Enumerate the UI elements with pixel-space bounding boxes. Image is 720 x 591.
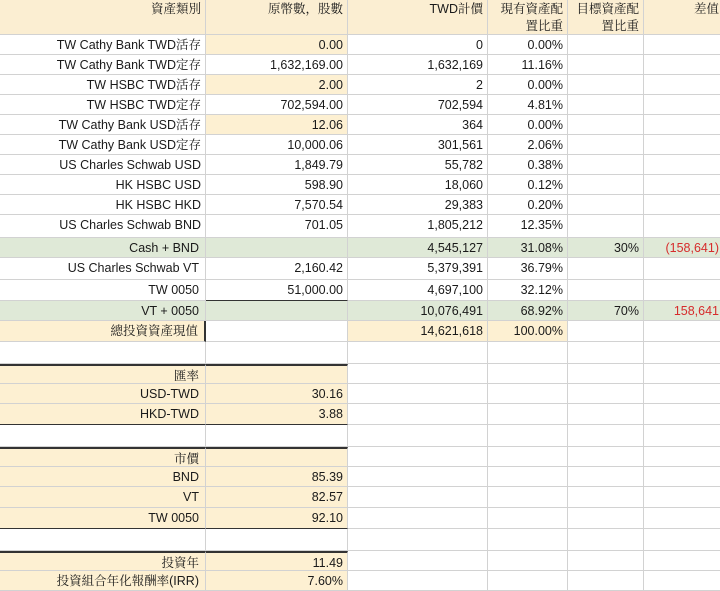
invest-years-label-cell[interactable]: 投資年	[0, 551, 206, 571]
empty-cell[interactable]	[348, 384, 488, 404]
empty-cell[interactable]	[644, 404, 720, 425]
weight-cell[interactable]: 0.20%	[488, 195, 568, 215]
table-row	[0, 115, 720, 135]
table-row	[0, 55, 720, 75]
asset-name-cell[interactable]: TW Cathy Bank TWD定存	[0, 55, 206, 75]
empty-cell[interactable]	[0, 425, 206, 447]
orig-amount-cell[interactable]: 12.06	[206, 115, 348, 135]
weight-cell[interactable]: 36.79%	[488, 258, 568, 280]
fx-value-cell[interactable]: 30.16	[206, 384, 348, 404]
asset-name-cell[interactable]: TW HSBC TWD活存	[0, 75, 206, 95]
orig-amount-cell[interactable]: 598.90	[206, 175, 348, 195]
target-cell[interactable]	[568, 175, 644, 195]
empty-cell[interactable]	[488, 551, 568, 571]
subtotal-orig-cell[interactable]	[206, 238, 348, 258]
fx-row-hkd	[0, 404, 720, 425]
empty-cell[interactable]	[568, 467, 644, 487]
orig-amount-cell[interactable]: 701.05	[206, 215, 348, 238]
orig-amount-cell[interactable]: 0.00	[206, 35, 348, 55]
invest-years-row	[0, 551, 720, 571]
twd-value-cell[interactable]: 364	[348, 115, 488, 135]
asset-name-cell[interactable]: TW Cathy Bank USD活存	[0, 115, 206, 135]
fx-title-cell[interactable]: 匯率	[0, 364, 206, 384]
table-row	[0, 35, 720, 55]
empty-cell[interactable]	[348, 447, 488, 467]
empty-cell[interactable]	[348, 404, 488, 425]
irr-value-cell[interactable]: 7.60%	[206, 571, 348, 591]
total-twd-cell[interactable]: 14,621,618	[348, 321, 488, 342]
twd-value-cell[interactable]: 29,383	[348, 195, 488, 215]
empty-cell[interactable]	[488, 487, 568, 508]
target-cell[interactable]	[568, 215, 644, 238]
asset-name-cell[interactable]: US Charles Schwab USD	[0, 155, 206, 175]
diff-cell[interactable]	[644, 280, 720, 301]
table-row	[0, 155, 720, 175]
irr-label-cell[interactable]: 投資組合年化報酬率(IRR)	[0, 571, 206, 591]
market-value-cell[interactable]: 85.39	[206, 467, 348, 487]
empty-cell[interactable]	[348, 529, 488, 551]
blank-row	[0, 529, 720, 551]
diff-cell[interactable]	[644, 155, 720, 175]
twd-value-cell[interactable]: 702,594	[348, 95, 488, 115]
asset-name-cell[interactable]: TW 0050	[0, 280, 206, 301]
header-target-weight[interactable]	[568, 0, 644, 35]
empty-cell[interactable]	[488, 447, 568, 467]
market-title-row	[0, 447, 720, 467]
empty-cell[interactable]	[568, 404, 644, 425]
empty-cell[interactable]	[206, 425, 348, 447]
market-value-cell[interactable]: 82.57	[206, 487, 348, 508]
table-row	[0, 75, 720, 95]
subtotal-weight-cell[interactable]: 31.08%	[488, 238, 568, 258]
empty-cell[interactable]	[644, 384, 720, 404]
subtotal-row-vt-0050	[0, 301, 720, 321]
empty-cell[interactable]	[644, 487, 720, 508]
diff-cell[interactable]	[644, 35, 720, 55]
header-current-weight[interactable]	[488, 0, 568, 35]
header-row	[0, 0, 720, 35]
diff-cell[interactable]	[644, 55, 720, 75]
empty-cell[interactable]	[568, 447, 644, 467]
orig-amount-cell[interactable]: 1,632,169.00	[206, 55, 348, 75]
empty-cell[interactable]	[568, 551, 644, 571]
empty-cell[interactable]	[568, 571, 644, 591]
empty-cell[interactable]	[348, 487, 488, 508]
weight-cell[interactable]: 0.00%	[488, 75, 568, 95]
weight-cell[interactable]: 2.06%	[488, 135, 568, 155]
asset-name-cell[interactable]: HK HSBC USD	[0, 175, 206, 195]
twd-value-cell[interactable]: 55,782	[348, 155, 488, 175]
weight-cell[interactable]: 0.00%	[488, 115, 568, 135]
empty-cell[interactable]	[644, 342, 720, 364]
empty-cell[interactable]	[568, 508, 644, 529]
empty-cell[interactable]	[568, 529, 644, 551]
empty-cell[interactable]	[206, 529, 348, 551]
diff-cell[interactable]	[644, 115, 720, 135]
target-cell[interactable]	[568, 95, 644, 115]
empty-cell[interactable]	[568, 425, 644, 447]
invest-years-value-cell[interactable]: 11.49	[206, 551, 348, 571]
header-twd-value-text: TWD計價	[429, 2, 483, 16]
fx-row-usd	[0, 384, 720, 404]
fx-label-cell[interactable]: USD-TWD	[0, 384, 206, 404]
market-title-cell[interactable]: 市價	[0, 447, 206, 467]
header-difference[interactable]	[644, 0, 720, 35]
empty-cell[interactable]	[348, 425, 488, 447]
empty-cell[interactable]	[348, 364, 488, 384]
empty-cell[interactable]	[644, 571, 720, 591]
asset-name-cell[interactable]: TW HSBC TWD定存	[0, 95, 206, 115]
blank-row	[0, 425, 720, 447]
header-orig-amount[interactable]	[206, 0, 348, 35]
weight-cell[interactable]: 0.12%	[488, 175, 568, 195]
header-current-weight-line1: 現有資產配	[500, 2, 563, 16]
header-twd-value[interactable]	[348, 0, 488, 35]
total-row	[0, 321, 720, 342]
subtotal-twd-cell[interactable]: 10,076,491	[348, 301, 488, 321]
header-difference-text: 差值	[693, 2, 719, 16]
subtotal-name-cell[interactable]: VT + 0050	[0, 301, 206, 321]
empty-cell[interactable]	[348, 551, 488, 571]
orig-amount-cell[interactable]: 702,594.00	[206, 95, 348, 115]
asset-name-cell[interactable]: US Charles Schwab BND	[0, 215, 206, 238]
empty-cell[interactable]	[348, 508, 488, 529]
empty-cell[interactable]	[644, 364, 720, 384]
market-row-vt	[0, 487, 720, 508]
orig-amount-cell[interactable]: 2,160.42	[206, 258, 348, 280]
market-label-cell[interactable]: TW 0050	[0, 508, 206, 529]
empty-cell[interactable]	[348, 342, 488, 364]
table-row	[0, 195, 720, 215]
subtotal-row-cash-bnd	[0, 238, 720, 258]
empty-cell[interactable]	[488, 467, 568, 487]
empty-cell[interactable]	[488, 571, 568, 591]
subtotal-name-cell[interactable]: Cash + BND	[0, 238, 206, 258]
irr-row	[0, 571, 720, 591]
empty-cell[interactable]	[644, 529, 720, 551]
twd-value-cell[interactable]: 2	[348, 75, 488, 95]
asset-name-cell[interactable]: US Charles Schwab VT	[0, 258, 206, 280]
blank-row	[0, 342, 720, 364]
fx-label-cell[interactable]: HKD-TWD	[0, 404, 206, 425]
empty-cell[interactable]	[568, 342, 644, 364]
diff-cell[interactable]	[644, 75, 720, 95]
table-row	[0, 280, 720, 301]
empty-cell[interactable]	[644, 508, 720, 529]
empty-cell[interactable]	[0, 342, 206, 364]
diff-cell[interactable]	[644, 95, 720, 115]
diff-cell[interactable]	[644, 215, 720, 238]
empty-cell[interactable]	[488, 364, 568, 384]
empty-cell[interactable]	[488, 529, 568, 551]
orig-amount-cell[interactable]: 51,000.00	[206, 280, 348, 301]
header-asset-class-text: 資產類別	[150, 2, 201, 16]
target-cell[interactable]	[568, 135, 644, 155]
twd-value-cell[interactable]: 301,561	[348, 135, 488, 155]
empty-cell[interactable]	[348, 571, 488, 591]
empty-cell[interactable]	[488, 342, 568, 364]
empty-cell[interactable]	[206, 342, 348, 364]
header-current-weight-line2: 置比重	[525, 19, 563, 33]
empty-cell[interactable]	[488, 404, 568, 425]
asset-name-cell[interactable]: HK HSBC HKD	[0, 195, 206, 215]
empty-cell[interactable]	[644, 447, 720, 467]
target-cell[interactable]	[568, 155, 644, 175]
fx-title-row	[0, 364, 720, 384]
diff-cell[interactable]	[644, 195, 720, 215]
total-target-cell[interactable]	[568, 321, 644, 342]
empty-cell[interactable]	[644, 425, 720, 447]
total-orig-cell[interactable]	[206, 321, 348, 342]
empty-cell[interactable]	[488, 384, 568, 404]
market-row-bnd	[0, 467, 720, 487]
orig-amount-cell[interactable]: 7,570.54	[206, 195, 348, 215]
empty-cell[interactable]	[0, 529, 206, 551]
target-cell[interactable]	[568, 115, 644, 135]
fx-title-value-cell[interactable]	[206, 364, 348, 384]
diff-cell[interactable]	[644, 175, 720, 195]
table-row	[0, 95, 720, 115]
weight-cell[interactable]: 4.81%	[488, 95, 568, 115]
orig-amount-cell[interactable]: 10,000.06	[206, 135, 348, 155]
header-asset-class[interactable]	[0, 0, 206, 35]
twd-value-cell[interactable]: 1,805,212	[348, 215, 488, 238]
target-cell[interactable]	[568, 258, 644, 280]
twd-value-cell[interactable]: 4,697,100	[348, 280, 488, 301]
diff-cell[interactable]	[644, 135, 720, 155]
orig-amount-cell[interactable]: 2.00	[206, 75, 348, 95]
target-cell[interactable]	[568, 75, 644, 95]
market-row-0050	[0, 508, 720, 529]
empty-cell[interactable]	[644, 467, 720, 487]
header-orig-amount-text: 原幣數，股數	[267, 2, 343, 16]
header-target-weight-line1: 目標資產配	[576, 2, 639, 16]
empty-cell[interactable]	[644, 551, 720, 571]
subtotal-twd-cell[interactable]: 4,545,127	[348, 238, 488, 258]
asset-name-cell[interactable]: TW Cathy Bank TWD活存	[0, 35, 206, 55]
empty-cell[interactable]	[488, 425, 568, 447]
twd-value-cell[interactable]: 5,379,391	[348, 258, 488, 280]
twd-value-cell[interactable]: 1,632,169	[348, 55, 488, 75]
table-row	[0, 258, 720, 280]
twd-value-cell[interactable]: 0	[348, 35, 488, 55]
weight-cell[interactable]: 11.16%	[488, 55, 568, 75]
fx-value-cell[interactable]: 3.88	[206, 404, 348, 425]
total-weight-cell[interactable]: 100.00%	[488, 321, 568, 342]
table-row	[0, 175, 720, 195]
empty-cell[interactable]	[348, 467, 488, 487]
total-name-cell[interactable]: 總投資資產現值	[0, 321, 206, 342]
total-diff-cell[interactable]	[644, 321, 720, 342]
target-cell[interactable]	[568, 280, 644, 301]
subtotal-target-cell[interactable]: 70%	[568, 301, 644, 321]
subtotal-target-cell[interactable]: 30%	[568, 238, 644, 258]
asset-name-cell[interactable]: TW Cathy Bank USD定存	[0, 135, 206, 155]
diff-cell[interactable]	[644, 258, 720, 280]
weight-cell[interactable]: 32.12%	[488, 280, 568, 301]
subtotal-diff-cell[interactable]: 158,641	[644, 301, 720, 321]
target-cell[interactable]	[568, 55, 644, 75]
market-value-cell[interactable]: 92.10	[206, 508, 348, 529]
weight-cell[interactable]: 0.38%	[488, 155, 568, 175]
twd-value-cell[interactable]: 18,060	[348, 175, 488, 195]
table-row	[0, 215, 720, 238]
orig-amount-cell[interactable]: 1,849.79	[206, 155, 348, 175]
header-target-weight-line2: 置比重	[601, 19, 639, 33]
subtotal-diff-cell[interactable]: (158,641)	[644, 238, 720, 258]
target-cell[interactable]	[568, 195, 644, 215]
table-row	[0, 135, 720, 155]
weight-cell[interactable]: 0.00%	[488, 35, 568, 55]
empty-cell[interactable]	[568, 487, 644, 508]
market-title-value-cell[interactable]	[206, 447, 348, 467]
market-label-cell[interactable]: VT	[0, 487, 206, 508]
empty-cell[interactable]	[568, 384, 644, 404]
target-cell[interactable]	[568, 35, 644, 55]
subtotal-orig-cell[interactable]	[206, 301, 348, 321]
weight-cell[interactable]: 12.35%	[488, 215, 568, 238]
empty-cell[interactable]	[568, 364, 644, 384]
subtotal-weight-cell[interactable]: 68.92%	[488, 301, 568, 321]
market-label-cell[interactable]: BND	[0, 467, 206, 487]
empty-cell[interactable]	[488, 508, 568, 529]
